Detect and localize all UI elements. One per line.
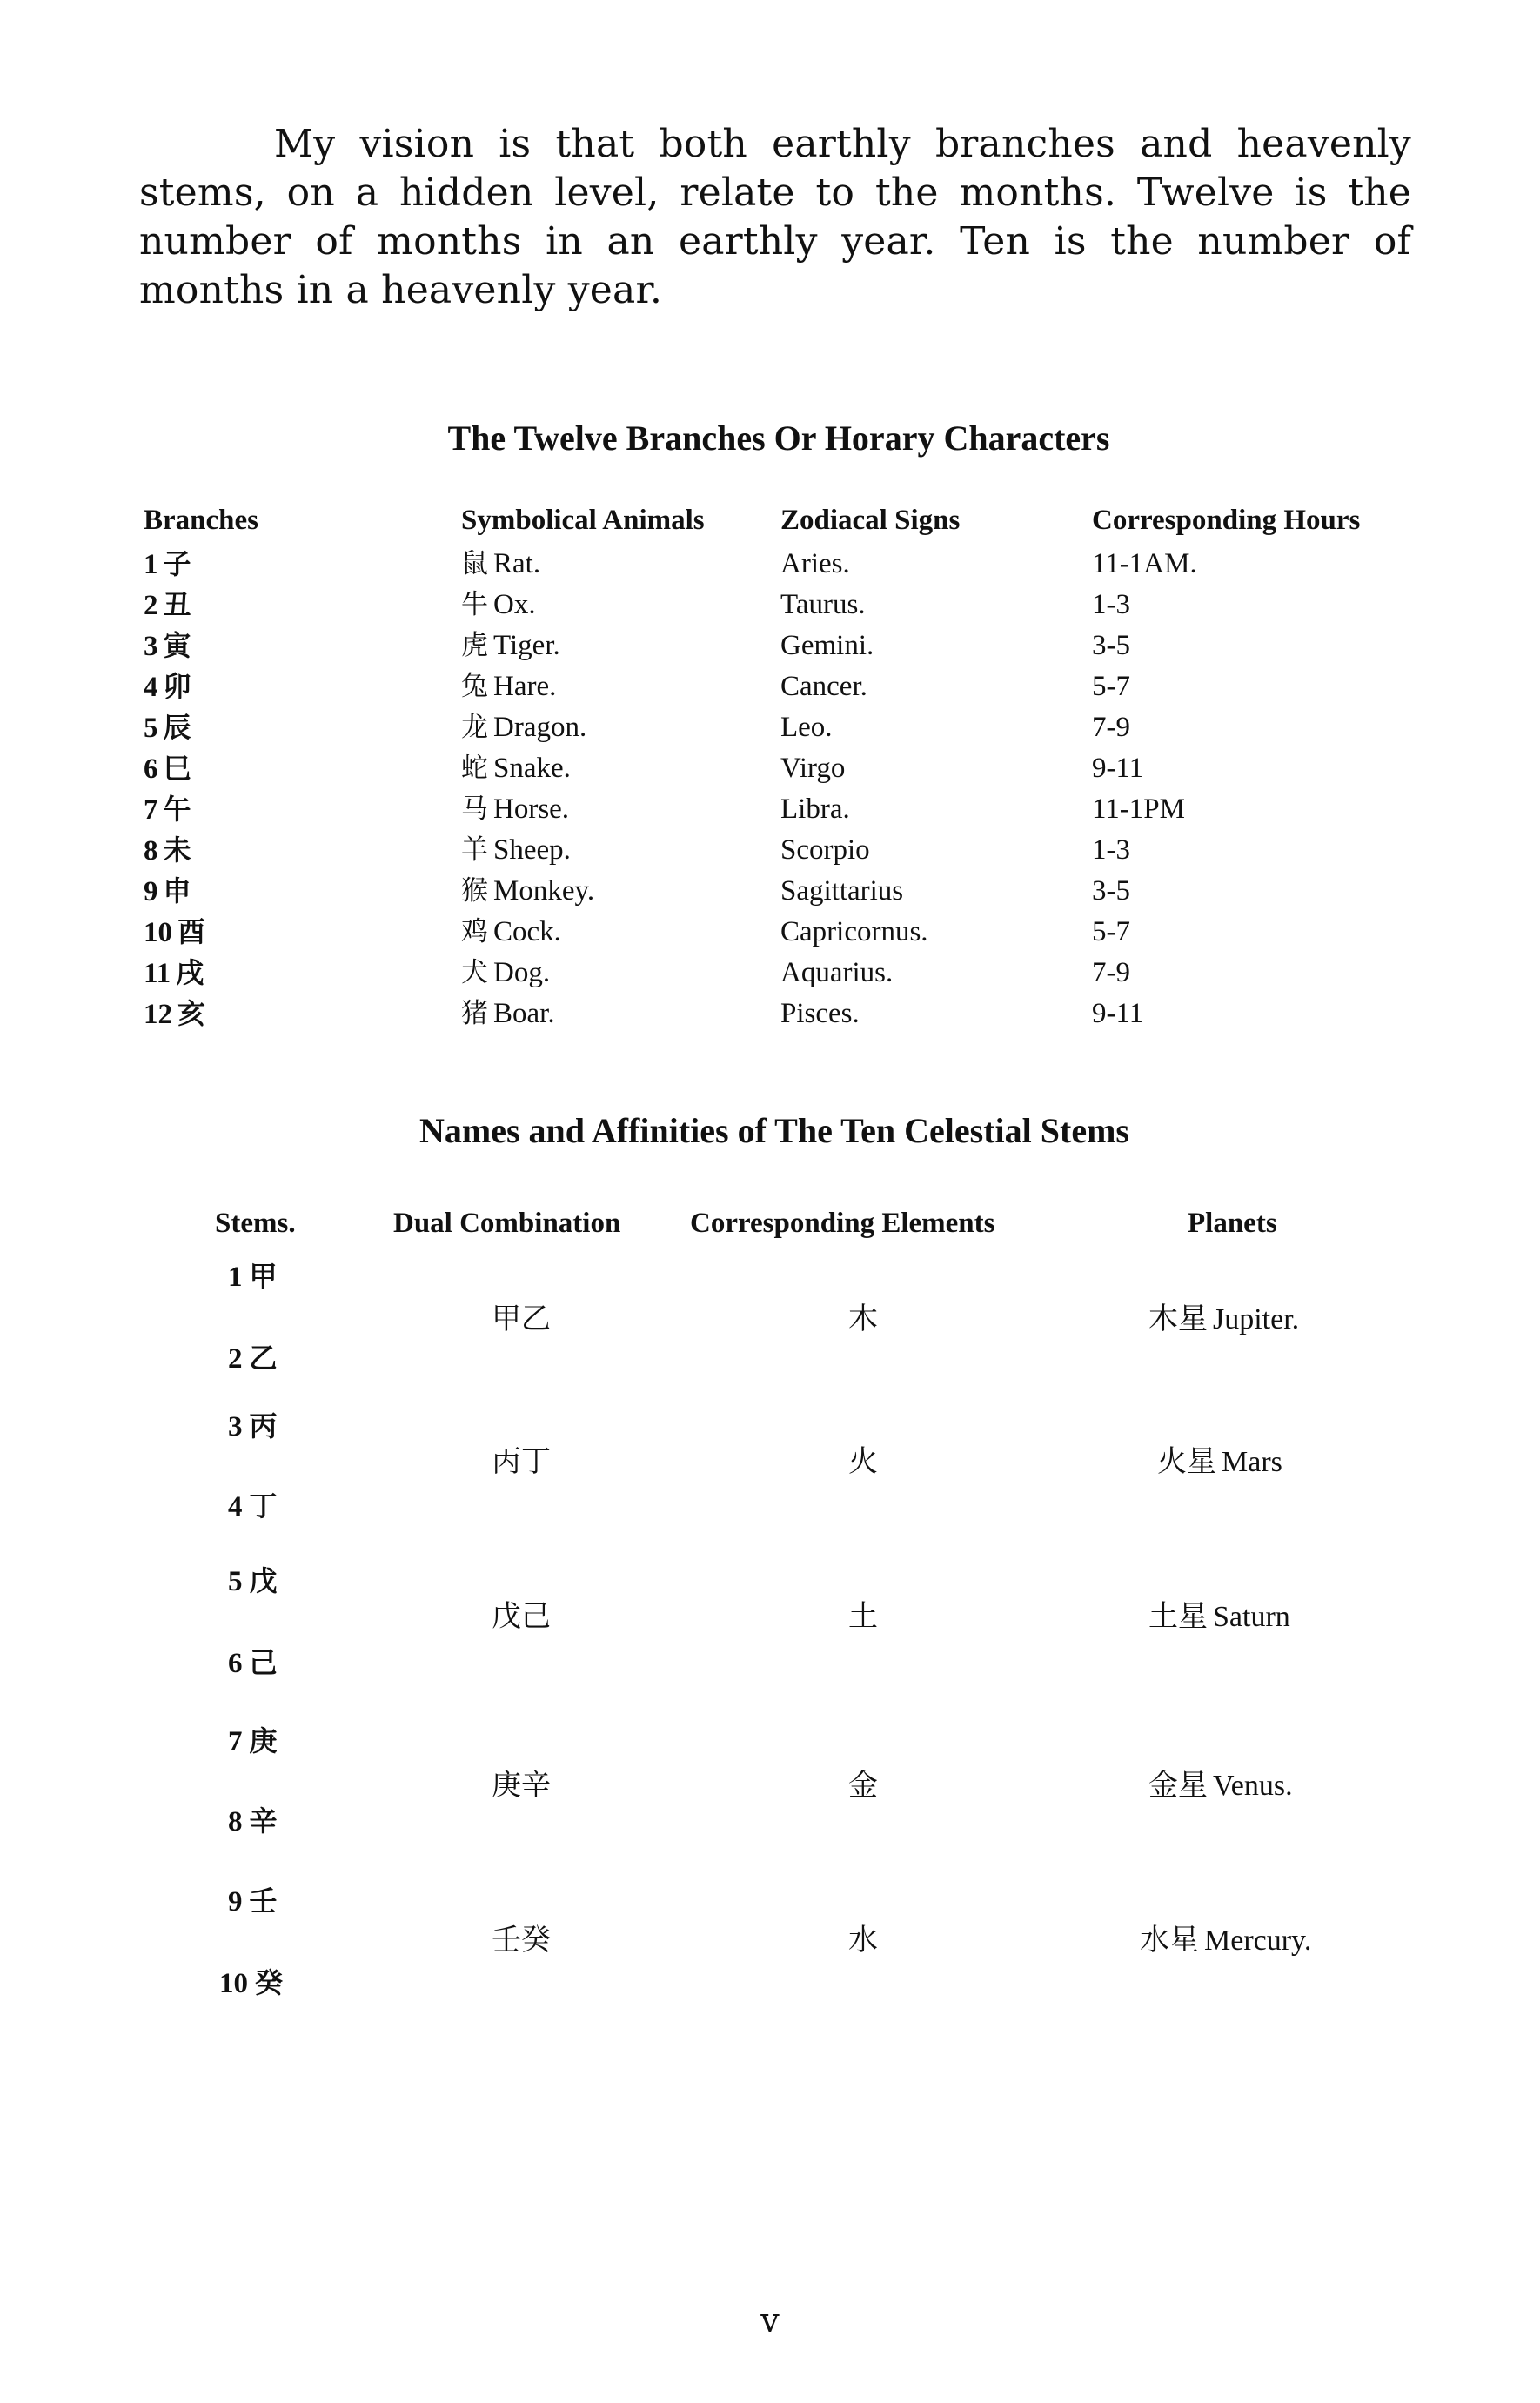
zodiac-sign: Capricornus. xyxy=(780,916,928,947)
branches-table xyxy=(144,500,1414,1034)
animal-character: 马 xyxy=(461,793,488,825)
stem-number: 8 xyxy=(228,1806,243,1837)
zodiac-sign: Leo. xyxy=(780,712,833,743)
branch-character: 酉 xyxy=(177,915,206,948)
planet-character: 火星 xyxy=(1157,1444,1216,1479)
table-row xyxy=(144,830,1414,871)
planet-name: Venus. xyxy=(1213,1770,1293,1802)
stem-number: 5 xyxy=(228,1566,243,1597)
elements-header: Corresponding Elements xyxy=(690,1208,995,1239)
stem-number: 2 xyxy=(228,1343,243,1375)
planet xyxy=(1140,1916,1311,1958)
stem-character: 戊 xyxy=(249,1564,278,1597)
corresponding-hours: 7-9 xyxy=(1092,712,1130,743)
table-row xyxy=(144,871,1414,912)
branch-character: 申 xyxy=(163,874,191,907)
branch-cell xyxy=(144,544,191,586)
branch-character: 未 xyxy=(163,833,191,867)
corresponding-hours: 1-3 xyxy=(1092,589,1130,620)
zodiac-sign: Sagittarius xyxy=(780,875,904,907)
stem-number: 7 xyxy=(228,1726,243,1757)
zodiac-sign: Aquarius. xyxy=(780,957,894,988)
corresponding-element: 木 xyxy=(848,1302,878,1336)
stem-number: 9 xyxy=(228,1886,243,1918)
animal-cell xyxy=(461,912,561,953)
stem-character: 己 xyxy=(249,1646,278,1679)
corresponding-hours: 3-5 xyxy=(1092,875,1130,907)
hours-header: Corresponding Hours xyxy=(1092,505,1361,536)
signs-header: Zodiacal Signs xyxy=(780,505,961,536)
animal-character: 猪 xyxy=(461,998,488,1029)
stem-item xyxy=(228,1336,278,1376)
stem-character: 乙 xyxy=(249,1342,278,1375)
branch-cell xyxy=(144,789,191,831)
branch-cell xyxy=(144,585,191,626)
stems-header: Stems. xyxy=(215,1208,296,1239)
branch-number: 10 xyxy=(144,917,172,948)
animal-character: 羊 xyxy=(461,834,488,866)
branches-table-title: The Twelve Branches Or Horary Characters xyxy=(447,418,1110,458)
page-number: v xyxy=(760,2301,780,2339)
dual-combination: 庚辛 xyxy=(492,1768,551,1803)
animal-character: 牛 xyxy=(461,589,488,620)
table-row xyxy=(144,994,1414,1034)
animal-cell xyxy=(461,994,555,1034)
planet-character: 木星 xyxy=(1148,1302,1208,1336)
zodiac-sign: Gemini. xyxy=(780,630,874,661)
animal-cell xyxy=(461,544,540,585)
corresponding-hours: 11-1AM. xyxy=(1092,548,1197,579)
animal-cell xyxy=(461,626,560,666)
branches-header: Branches xyxy=(144,505,258,536)
planet-name: Saturn xyxy=(1213,1601,1290,1633)
planet-character: 土星 xyxy=(1148,1599,1208,1634)
stem-character: 庚 xyxy=(249,1724,278,1757)
table-row xyxy=(144,626,1414,666)
dual-combination-header: Dual Combination xyxy=(393,1208,621,1239)
branch-number: 4 xyxy=(144,672,158,703)
corresponding-hours: 1-3 xyxy=(1092,834,1130,866)
stem-character: 癸 xyxy=(255,1966,284,1999)
table-row xyxy=(144,544,1414,585)
branch-number: 3 xyxy=(144,631,158,662)
stem-item xyxy=(228,1799,278,1839)
animal-character: 虎 xyxy=(461,630,488,661)
corresponding-element: 土 xyxy=(848,1599,878,1634)
planet-name: Mercury. xyxy=(1204,1924,1312,1957)
planet-character: 水星 xyxy=(1140,1923,1199,1958)
dual-combination: 壬癸 xyxy=(492,1923,551,1958)
branch-rows xyxy=(144,544,1414,1034)
branch-number: 12 xyxy=(144,999,172,1030)
stem-number: 10 xyxy=(219,1968,248,1999)
branch-number: 1 xyxy=(144,549,158,580)
animal-cell xyxy=(461,953,550,994)
animal-cell xyxy=(461,666,556,707)
planet xyxy=(1157,1437,1282,1480)
intro-paragraph: My vision is that both earthly branches and heavenly stems, on a hidden level, relate to the months. Twelve is the number of months in an earthly year. Ten is the number of months in a heavenly year. xyxy=(139,122,1411,312)
corresponding-element: 水 xyxy=(848,1923,878,1958)
branch-character: 子 xyxy=(163,547,191,580)
corresponding-element: 金 xyxy=(848,1768,878,1803)
dual-combination: 丙丁 xyxy=(492,1444,551,1479)
table-row xyxy=(144,789,1414,830)
table-row xyxy=(144,748,1414,789)
branch-cell xyxy=(144,830,191,872)
branch-number: 9 xyxy=(144,876,158,907)
animal-character: 犬 xyxy=(461,957,488,988)
stem-character: 壬 xyxy=(249,1884,278,1918)
animal-name: Horse. xyxy=(493,793,570,825)
animal-name: Cock. xyxy=(493,916,561,947)
animal-cell xyxy=(461,871,594,912)
stem-character: 丙 xyxy=(249,1409,278,1442)
animal-character: 鼠 xyxy=(461,548,488,579)
stem-item xyxy=(228,1719,278,1759)
animal-cell xyxy=(461,748,571,789)
table-row xyxy=(144,953,1414,994)
zodiac-sign: Aries. xyxy=(780,548,850,579)
animal-cell xyxy=(461,830,571,871)
zodiac-sign: Taurus. xyxy=(780,589,866,620)
animal-character: 龙 xyxy=(461,712,488,743)
planet-character: 金星 xyxy=(1148,1768,1208,1803)
stem-item xyxy=(219,1961,283,2001)
branch-character: 戌 xyxy=(176,956,204,989)
planet-name: Mars xyxy=(1222,1446,1282,1478)
animal-name: Snake. xyxy=(493,753,571,784)
stem-number: 4 xyxy=(228,1491,243,1523)
animals-header: Symbolical Animals xyxy=(461,505,705,536)
branch-character: 巳 xyxy=(163,752,191,785)
animal-name: Dragon. xyxy=(493,712,587,743)
branch-character: 丑 xyxy=(163,588,191,621)
stem-character: 甲 xyxy=(249,1260,278,1293)
planets-header: Planets xyxy=(1188,1208,1277,1239)
stem-item xyxy=(228,1255,278,1295)
branch-number: 2 xyxy=(144,590,158,621)
zodiac-sign: Pisces. xyxy=(780,998,860,1029)
stem-item xyxy=(228,1404,278,1444)
planet xyxy=(1148,1295,1299,1337)
animal-name: Monkey. xyxy=(493,875,595,907)
animal-name: Dog. xyxy=(493,957,551,988)
animal-character: 猴 xyxy=(461,875,488,907)
branch-character: 午 xyxy=(163,793,191,826)
dual-combination: 戊己 xyxy=(492,1599,551,1634)
branch-character: 辰 xyxy=(163,711,191,744)
corresponding-hours: 5-7 xyxy=(1092,916,1130,947)
animal-cell xyxy=(461,585,536,626)
zodiac-sign: Cancer. xyxy=(780,671,867,702)
animal-cell xyxy=(461,789,569,830)
corresponding-hours: 7-9 xyxy=(1092,957,1130,988)
animal-name: Sheep. xyxy=(493,834,571,866)
zodiac-sign: Libra. xyxy=(780,793,850,825)
branch-number: 8 xyxy=(144,835,158,867)
animal-character: 兔 xyxy=(461,671,488,702)
branch-cell xyxy=(144,626,191,667)
branch-cell xyxy=(144,912,205,954)
branch-character: 寅 xyxy=(163,629,191,662)
branch-number: 7 xyxy=(144,794,158,826)
corresponding-hours: 3-5 xyxy=(1092,630,1130,661)
branch-character: 亥 xyxy=(177,997,206,1030)
planet xyxy=(1148,1761,1293,1804)
branch-cell xyxy=(144,707,191,749)
branch-cell xyxy=(144,953,204,994)
animal-character: 蛇 xyxy=(461,753,488,784)
corresponding-element: 火 xyxy=(848,1444,878,1479)
stem-number: 6 xyxy=(228,1648,243,1679)
animal-name: Rat. xyxy=(493,548,541,579)
stem-item xyxy=(228,1879,278,1919)
stem-number: 1 xyxy=(228,1262,243,1293)
corresponding-hours: 5-7 xyxy=(1092,671,1130,702)
branch-number: 11 xyxy=(144,958,171,989)
planet xyxy=(1148,1592,1290,1635)
branch-cell xyxy=(144,871,191,913)
table-row xyxy=(144,666,1414,707)
stem-item xyxy=(228,1559,278,1599)
corresponding-hours: 9-11 xyxy=(1092,753,1144,784)
stem-character: 丁 xyxy=(249,1489,278,1523)
table-row xyxy=(144,912,1414,953)
animal-name: Hare. xyxy=(493,671,557,702)
animal-cell xyxy=(461,707,586,748)
stems-header-row xyxy=(0,1208,1540,1246)
stem-item xyxy=(228,1641,278,1681)
branch-cell xyxy=(144,748,191,790)
stem-item xyxy=(228,1484,278,1524)
branch-cell xyxy=(144,994,205,1035)
branches-header-row xyxy=(144,500,1414,544)
table-row xyxy=(144,707,1414,748)
corresponding-hours: 11-1PM xyxy=(1092,793,1185,825)
zodiac-sign: Scorpio xyxy=(780,834,870,866)
branch-number: 5 xyxy=(144,713,158,744)
branch-character: 卯 xyxy=(163,670,191,703)
stem-number: 3 xyxy=(228,1411,243,1442)
animal-name: Ox. xyxy=(493,589,536,620)
planet-name: Jupiter. xyxy=(1213,1303,1300,1335)
table-row xyxy=(144,585,1414,626)
zodiac-sign: Virgo xyxy=(780,753,846,784)
corresponding-hours: 9-11 xyxy=(1092,998,1144,1029)
animal-character: 鸡 xyxy=(461,916,488,947)
dual-combination: 甲乙 xyxy=(492,1302,551,1336)
stems-table-title: Names and Affinities of The Ten Celestial Stems xyxy=(419,1111,1129,1150)
branch-number: 6 xyxy=(144,753,158,785)
animal-name: Boar. xyxy=(493,998,555,1029)
branch-cell xyxy=(144,666,191,708)
animal-name: Tiger. xyxy=(493,630,560,661)
stem-character: 辛 xyxy=(249,1804,278,1837)
